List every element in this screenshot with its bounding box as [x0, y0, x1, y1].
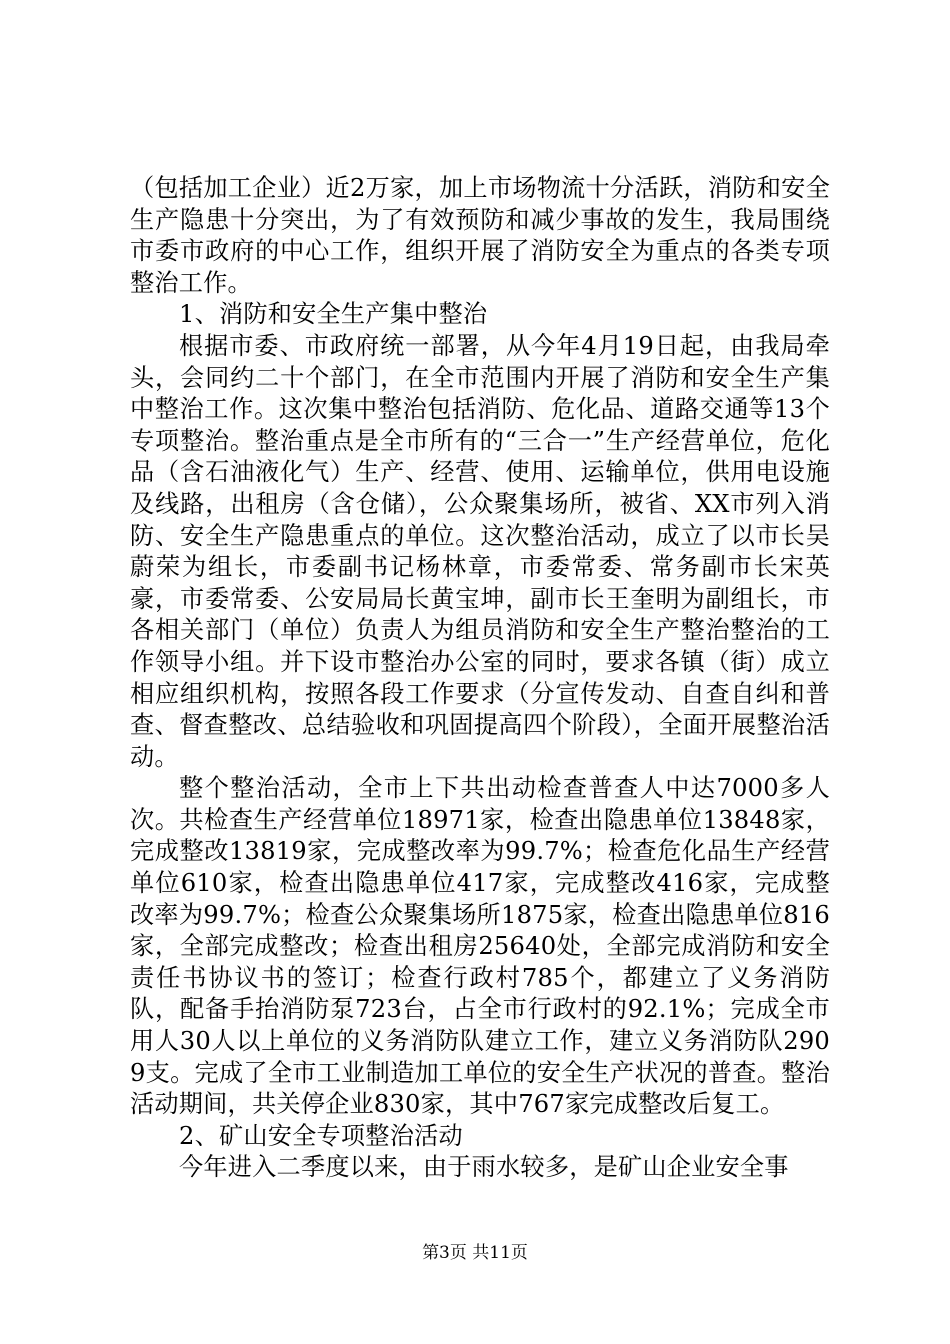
- page-footer: 第3页 共11页: [422, 1243, 528, 1263]
- section-heading-fire-safety: 1、消防和安全生产集中整治: [179, 300, 488, 329]
- paragraph-mine-safety-start: 今年进入二季度以来，由于雨水较多，是矿山企业安全事: [179, 1153, 789, 1182]
- section-heading-mine-safety: 2、矿山安全专项整治活动: [179, 1121, 463, 1150]
- document-body: [130, 173, 830, 1184]
- paragraph-campaign-results: 整个整治活动，全市上下共出动检查普查人中达7000多人次。共检查生产经营单位18971家，检查出隐患单位13848家，完成整改13819家，完成整改率为99.7%；检查危化品生产经营单位610家，检查出隐患单位417家，完成整改416家，完成整改率为99.7%；检查公众聚集场所1875家，检查出隐患单位816家，全部完成整改；检查出租房25640处，全部完成消防和安全责任书协议书的签订；检查行政村785个，都建立了义务消防队，配备手抬消防泵723台，占全市行政村的92.1%；完成全市用人30人以上单位的义务消防队建立工作，建立义务消防队2909支。完成了全市工业制造加工单位的安全生产状况的普查。整治活动期间，共关停企业830家，其中767家完成整改后复工。: [130, 774, 830, 1119]
- paragraph-intro-continued: （包括加工企业）近2万家，加上市场物流十分活跃，消防和安全生产隐患十分突出，为了有效预防和减少事故的发生，我局围绕市委市政府的中心工作，组织开展了消防安全为重点的各类专项整治工作。: [130, 174, 830, 297]
- paragraph-campaign-deployment: 根据市委、市政府统一部署，从今年4月19日起，由我局牵头，会同约二十个部门，在全市范围内开展了消防和安全生产集中整治工作。这次集中整治包括消防、危化品、道路交通等13个专项整治。整治重点是全市所有的“三合一”生产经营单位，危化品（含石油液化气）生产、经营、使用、运输单位，供用电设施及线路，出租房（含仓储），公众聚集场所，被省、XX市列入消防、安全生产隐患重点的单位。这次整治活动，成立了以市长吴蔚荣为组长，市委副书记杨林章，市委常委、常务副市长宋英豪，市委常委、公安局局长黄宝坤，副市长王奎明为副组长，市各相关部门（单位）负责人为组员消防和安全生产整治整治的工作领导小组。并下设市整治办公室的同时，要求各镇（街）成立相应组织机构，按照各段工作要求（分宣传发动、自查自纠和普查、督查整改、总结验收和巩固提高四个阶段），全面开展整治活动。: [130, 331, 830, 771]
